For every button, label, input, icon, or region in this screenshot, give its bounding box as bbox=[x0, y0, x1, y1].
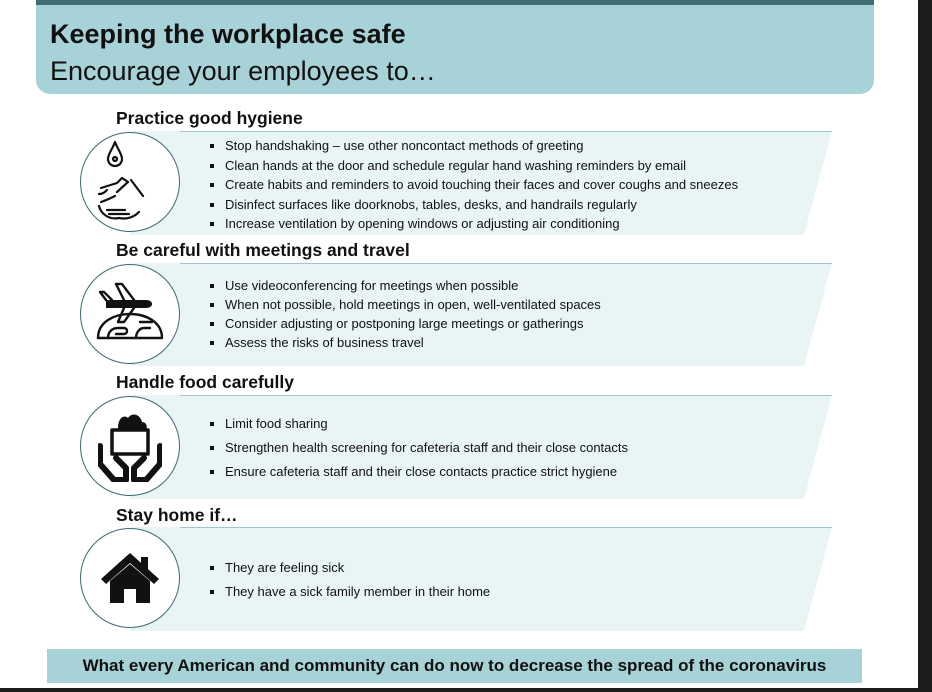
list-item: Create habits and reminders to avoid touching their faces and cover coughs and sneezes bbox=[210, 177, 738, 192]
list-item: They have a sick family member in their home bbox=[210, 584, 490, 599]
airplane-globe-icon bbox=[94, 278, 166, 350]
section-title-food: Handle food carefully bbox=[116, 372, 294, 392]
footer-text: What every American and community can do now to decrease the spread of the coronavirus bbox=[82, 656, 827, 675]
bullet-list-hygiene bbox=[210, 138, 738, 231]
bullet-list-food bbox=[210, 416, 628, 479]
list-item: Disinfect surfaces like doorknobs, tables, desks, and handrails regularly bbox=[210, 197, 738, 212]
section-title-meetings: Be careful with meetings and travel bbox=[116, 240, 410, 260]
hands-food-box-icon bbox=[98, 410, 162, 482]
hand-washing-icon bbox=[95, 140, 165, 224]
section-title-stay-home: Stay home if… bbox=[116, 505, 238, 525]
list-item: Increase ventilation by opening windows or adjusting air conditioning bbox=[210, 216, 738, 231]
house-icon bbox=[99, 551, 161, 605]
section-divider bbox=[180, 395, 832, 396]
page-subtitle: Encourage your employees to… bbox=[50, 56, 436, 86]
list-item: Ensure cafeteria staff and their close contacts practice strict hygiene bbox=[210, 464, 628, 479]
list-item: Stop handshaking – use other noncontact methods of greeting bbox=[210, 138, 738, 153]
page-title: Keeping the workplace safe bbox=[50, 19, 406, 49]
section-divider bbox=[180, 263, 832, 264]
list-item: Strengthen health screening for cafeteria staff and their close contacts bbox=[210, 440, 628, 455]
section-icon-circle bbox=[80, 264, 180, 364]
header-banner bbox=[36, 0, 874, 94]
section-divider bbox=[180, 527, 832, 528]
list-item: When not possible, hold meetings in open, well-ventilated spaces bbox=[210, 297, 601, 312]
list-item: Consider adjusting or postponing large meetings or gatherings bbox=[210, 316, 601, 331]
list-item: Assess the risks of business travel bbox=[210, 335, 601, 350]
window-bottom-edge bbox=[0, 688, 918, 692]
list-item: Limit food sharing bbox=[210, 416, 628, 431]
section-icon-circle bbox=[80, 528, 180, 628]
section-title-hygiene: Practice good hygiene bbox=[116, 108, 303, 128]
window-edge bbox=[918, 0, 932, 692]
footer-banner bbox=[47, 649, 862, 683]
list-item: Use videoconferencing for meetings when possible bbox=[210, 278, 601, 293]
list-item: They are feeling sick bbox=[210, 560, 490, 575]
bullet-list-stay-home bbox=[210, 560, 490, 599]
section-icon-circle bbox=[80, 396, 180, 496]
section-icon-circle bbox=[80, 132, 180, 232]
bullet-list-meetings bbox=[210, 278, 601, 350]
section-divider bbox=[180, 131, 832, 132]
list-item: Clean hands at the door and schedule regular hand washing reminders by email bbox=[210, 158, 738, 173]
